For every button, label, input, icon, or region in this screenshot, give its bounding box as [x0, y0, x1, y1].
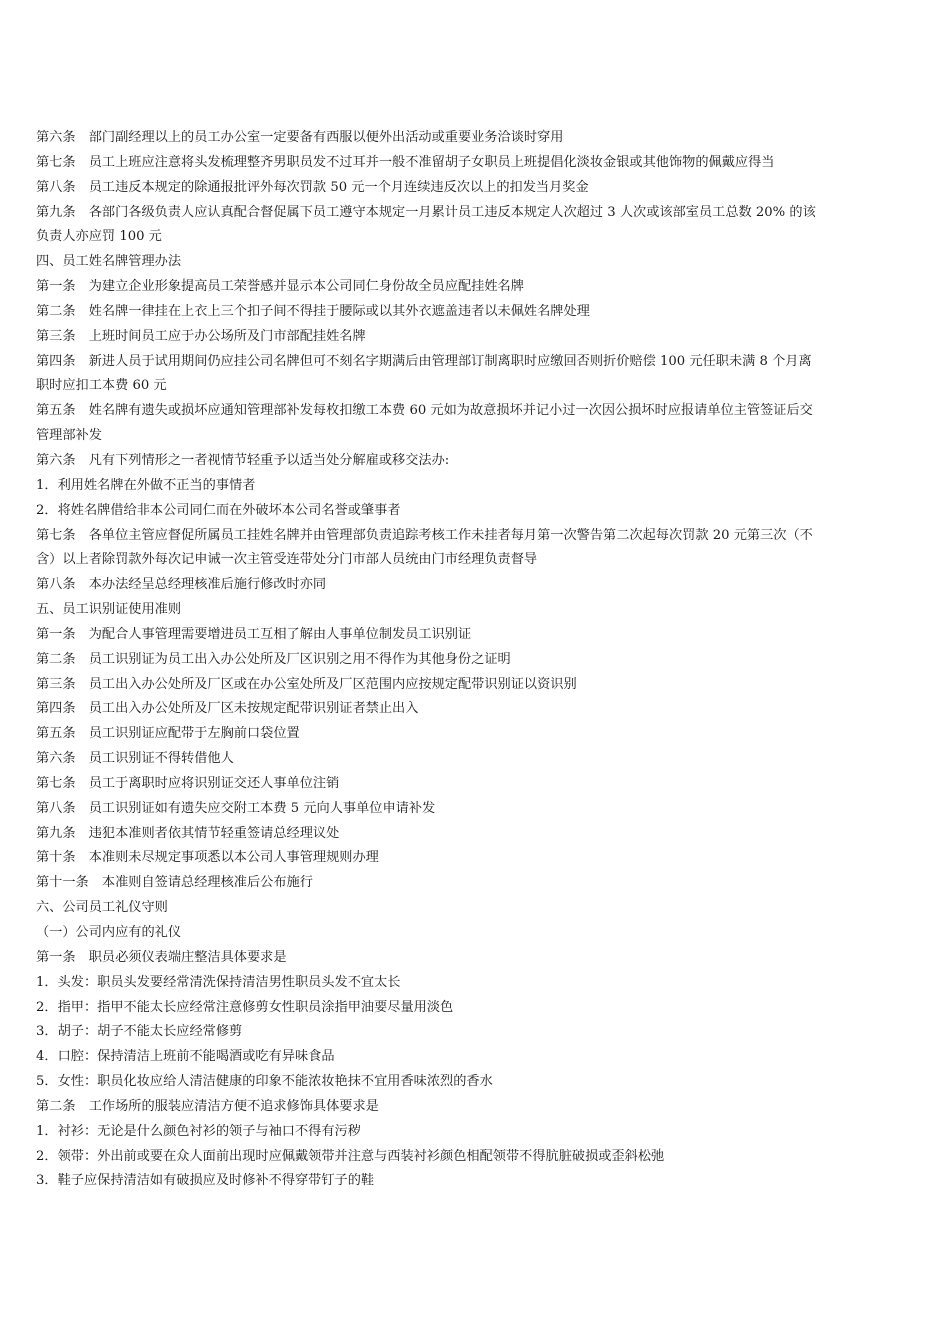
text-line: 第十条 本准则未尽规定事项悉以本公司人事管理规则办理	[36, 850, 379, 866]
text-line: 第七条 员工上班应注意将头发梳理整齐男职员发不过耳并一般不准留胡子女职员上班提倡化淡妆金银或其他饰物的佩戴应得当	[36, 154, 775, 170]
text-line: 第八条 员工识别证如有遗失应交附工本费 5 元向人事单位申请补发	[36, 800, 436, 816]
text-line: 第九条 违犯本准则者依其情节轻重签请总经理议处	[36, 825, 340, 841]
list-item: 2．将姓名牌借给非本公司同仁而在外破坏本公司名誉或肇事者	[36, 502, 401, 518]
text-line: 第四条 新进人员于试用期间仍应挂公司名牌但可不刻名字期满后由管理部订制离职时应缴回否则折价赔偿 100 元任职未满 8 个月离职时应扣工本费 60 元	[36, 353, 812, 394]
document-body	[36, 126, 816, 1194]
list-item: 1．衬衫：无论是什么颜色衬衫的领子与袖口不得有污秽	[36, 1123, 361, 1139]
text-line: 第四条 员工出入办公处所及厂区未按规定配带识别证者禁止出入	[36, 701, 419, 717]
text-line: 第一条 职员必须仪表端庄整洁具体要求是	[36, 949, 287, 965]
list-item: 1．头发：职员头发要经常清洗保持清洁男性职员头发不宜太长	[36, 974, 401, 990]
text-line: 第九条 各部门各级负责人应认真配合督促属下员工遵守本规定一月累计员工违反本规定人次超过 3 人次或该部室员工总数 20% 的该负责人亦应罚 100 元	[36, 204, 816, 245]
text-line: 第五条 姓名牌有遗失或损坏应通知管理部补发每枚扣缴工本费 60 元如为故意损坏并记小过一次因公损坏时应报请单位主管签证后交管理部补发	[36, 403, 813, 444]
text-line: 第一条 为建立企业形象提高员工荣誉感并显示本公司同仁身份故全员应配挂姓名牌	[36, 279, 524, 295]
text-line: 第二条 姓名牌一律挂在上衣上三个扣子间不得挂于腰际或以其外衣遮盖违者以未佩姓名牌处理	[36, 303, 590, 319]
list-item: 2．指甲：指甲不能太长应经常注意修剪女性职员涂指甲油要尽量用淡色	[36, 999, 454, 1015]
list-item: 3．胡子：胡子不能太长应经常修剪	[36, 1024, 243, 1040]
list-item: 1．利用姓名牌在外做不正当的事情者	[36, 477, 256, 493]
section-heading: 五、员工识别证使用准则	[36, 602, 182, 618]
text-line: 第八条 本办法经呈总经理核准后施行修改时亦同	[36, 577, 327, 593]
text-line: 第八条 员工违反本规定的除通报批评外每次罚款 50 元一个月连续违反次以上的扣发当月奖金	[36, 179, 589, 195]
text-line: 第一条 为配合人事管理需要增进员工互相了解由人事单位制发员工识别证	[36, 626, 472, 642]
section-heading: 四、员工姓名牌管理办法	[36, 254, 182, 270]
section-heading: 六、公司员工礼仪守则	[36, 900, 168, 916]
text-line: 第二条 工作场所的服装应清洁方便不追求修饰具体要求是	[36, 1098, 379, 1114]
list-item: 4．口腔：保持清洁上班前不能喝酒或吃有异味食品	[36, 1049, 335, 1065]
text-line: 第十一条 本准则自签请总经理核准后公布施行	[36, 875, 313, 891]
text-line: 第五条 员工识别证应配带于左胸前口袋位置	[36, 726, 300, 742]
text-line: 第六条 凡有下列情形之一者视情节轻重予以适当处分解雇或移交法办:	[36, 452, 450, 468]
text-line: 第三条 上班时间员工应于办公场所及门市部配挂姓名牌	[36, 328, 366, 344]
subsection-heading: （一）公司内应有的礼仪	[36, 925, 182, 940]
text-line: 第七条 各单位主管应督促所属员工挂姓名牌并由管理部负责追踪考核工作未挂者每月第一次警告第二次起每次罚款 20 元第三次（不含）以上者除罚款外每次记申诫一次主管受连带处分门市部人员统由门市经理负责督导	[36, 527, 813, 568]
list-item: 5．女性：职员化妆应给人清洁健康的印象不能浓妆艳抹不宜用香味浓烈的香水	[36, 1074, 493, 1090]
list-item: 2．领带：外出前或要在众人面前出现时应佩戴领带并注意与西装衬衫颜色相配领带不得肮脏破损或歪斜松弛	[36, 1148, 665, 1164]
text-line: 第六条 部门副经理以上的员工办公室一定要备有西服以便外出活动或重要业务洽谈时穿用	[36, 130, 564, 145]
list-item: 3．鞋子应保持清洁如有破损应及时修补不得穿带钉子的鞋	[36, 1173, 375, 1189]
text-line: 第三条 员工出入办公处所及厂区或在办公室处所及厂区范围内应按规定配带识别证以资识别	[36, 676, 577, 692]
text-line: 第六条 员工识别证不得转借他人	[36, 751, 234, 767]
text-line: 第二条 员工识别证为员工出入办公处所及厂区识别之用不得作为其他身份之证明	[36, 651, 511, 667]
text-line: 第七条 员工于离职时应将识别证交还人事单位注销	[36, 775, 340, 791]
